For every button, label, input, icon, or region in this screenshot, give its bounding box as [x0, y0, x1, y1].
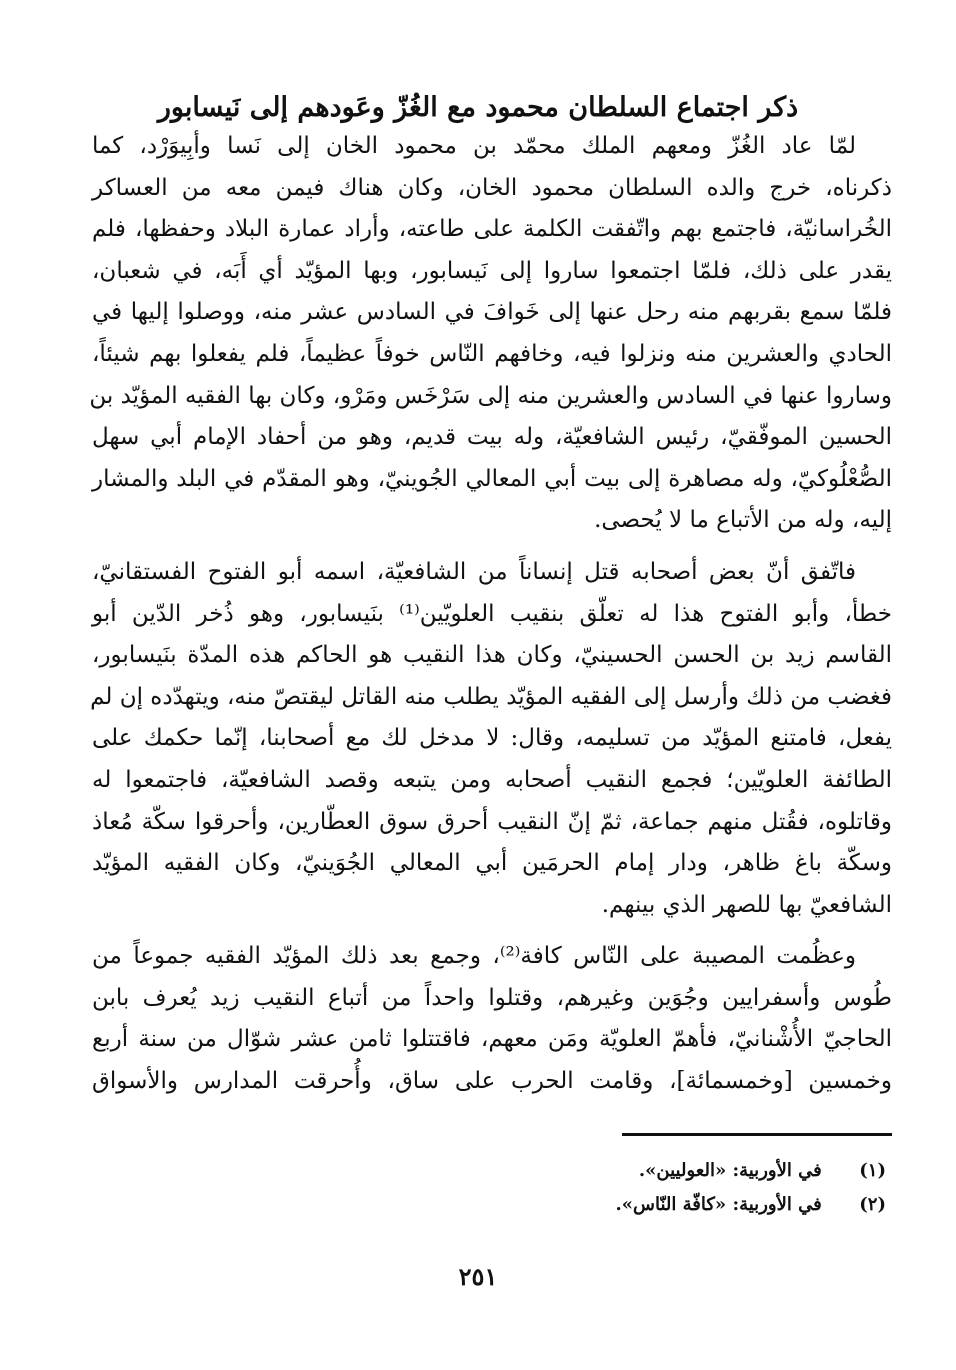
- text-line: ذكرناه، خرج والده السلطان محمود الخان، وكان هناك فيمن معه من العساكر: [92, 174, 892, 201]
- text-line: الخُراسانيّة، فاجتمع بهم واتّفقت الكلمة على طاعته، وأراد عمارة البلاد وحفظها، فلم: [92, 216, 892, 243]
- paragraph: [89, 126, 892, 542]
- footnote-divider: [622, 1133, 892, 1136]
- footnote-number: (١): [859, 1160, 886, 1181]
- footnote-number: (٢): [859, 1194, 886, 1215]
- chapter-title: ذكر اجتماع السلطان محمود مع الغُزّ وعَودهم إلى نَيسابور: [157, 92, 799, 124]
- text-line: وخمسين [وخمسمائة]، وقامت الحرب على ساق، وأُحرقت المدارس والأسواق: [92, 1068, 892, 1095]
- footnote-text: في الأوربية: «كافّة النّاس».: [615, 1194, 822, 1215]
- text-line: الشافعيّ بها للصهر الذي بينهم.: [601, 891, 892, 918]
- text-line: القاسم زيد بن الحسن الحسينيّ، وكان هذا النقيب هو الحاكم هذه المدّة بنَيسابور،: [92, 642, 892, 669]
- text-line: الحسين الموفّقيّ، رئيس الشافعيّة، وله بيت قديم، وهو من أحفاد الإمام أبي سهل: [92, 424, 892, 451]
- text-line: وساروا عنها في السادس والعشرين منه إلى سَرْخَس ومَرْو، وكان بها الفقيه المؤيّد بن: [89, 382, 892, 409]
- text-line: يقدر على ذلك، فلمّا اجتمعوا ساروا إلى نَيسابور، وبها المؤيّد أي أَبَه، في شعبان،: [92, 257, 892, 284]
- footnote: [300, 1188, 892, 1222]
- text-line: إليه، وله من الأتباع ما لا يُحصى.: [594, 507, 892, 534]
- page-number: ٢٥١: [458, 1262, 498, 1291]
- text-line: يفعل، فامتنع المؤيّد من تسليمه، وقال: لا مدخل لك مع أصحابنا، إنّما حكمك على: [92, 725, 892, 752]
- text-line: فلمّا سمع بقربهم منه رحل عنها إلى خَوافَ في السادس عشر منه، ووصلوا إليها في: [92, 299, 892, 326]
- text-line: الحاجيّ الأُشْنانيّ، فأهمّ العلويّة ومَن معهم، فاقتتلوا ثامن عشر شوّال من سنة أربع: [92, 1026, 892, 1053]
- footnotes: [300, 1154, 892, 1222]
- paragraph: [92, 552, 892, 926]
- main-text: [89, 126, 892, 1103]
- text-line: لمّا عاد الغُزّ ومعهم الملك محمّد بن محمود الخان إلى نَسا وأبِيوَرْد، كما: [92, 133, 856, 159]
- text-line: وقاتلوه، فقُتل منهم جماعة، ثمّ إنّ النقيب أحرق سوق العطّارين، وأحرقوا سكّة مُعاذ: [92, 808, 892, 835]
- text-line: الطائفة العلويّين؛ فجمع النقيب أصحابه ومن يتبعه وقصد الشافعيّة، فاجتمعوا له: [92, 766, 892, 793]
- footnote: [300, 1154, 892, 1188]
- text-line: خطأ، وأبو الفتوح هذا له تعلّق بنقيب العلويّين⁽¹⁾ بنَيسابور، وهو ذُخر الدّين أبو: [92, 600, 892, 627]
- text-line: فغضب من ذلك وأرسل إلى الفقيه المؤيّد يطلب منه القاتل ليقتصّ منه، ويتهدّده إن لم: [90, 683, 892, 710]
- text-line: وسكّة باغ ظاهر، ودار إمام الحرمَين أبي المعالي الجُوَينيّ، وكان الفقيه المؤيّد: [92, 850, 892, 877]
- text-line: وعظُمت المصيبة على النّاس كافة⁽²⁾، وجمع بعد ذلك المؤيّد الفقيه جموعاً من: [92, 943, 856, 970]
- text-line: الصُّعْلُوكيّ، وله مصاهرة إلى بيت أبي المعالي الجُوينيّ، وهو المقدّم في البلد والمشار: [92, 465, 892, 492]
- text-line: فاتّفق أنّ بعض أصحابه قتل إنساناً من الشافعيّة، اسمه أبو الفتوح الفستقانيّ،: [92, 558, 856, 585]
- text-line: طُوس وأسفرايين وجُوَين وغيرهم، وقتلوا واحداً من أتباع النقيب زيد يُعرف بابن: [92, 984, 892, 1011]
- text-line: الحادي والعشرين منه ونزلوا فيه، وخافهم النّاس خوفاً عظيماً، فلم يفعلوا بهم شيئاً،: [92, 340, 892, 367]
- paragraph: [92, 936, 892, 1102]
- footnote-text: في الأوربية: «العوليين».: [638, 1160, 822, 1181]
